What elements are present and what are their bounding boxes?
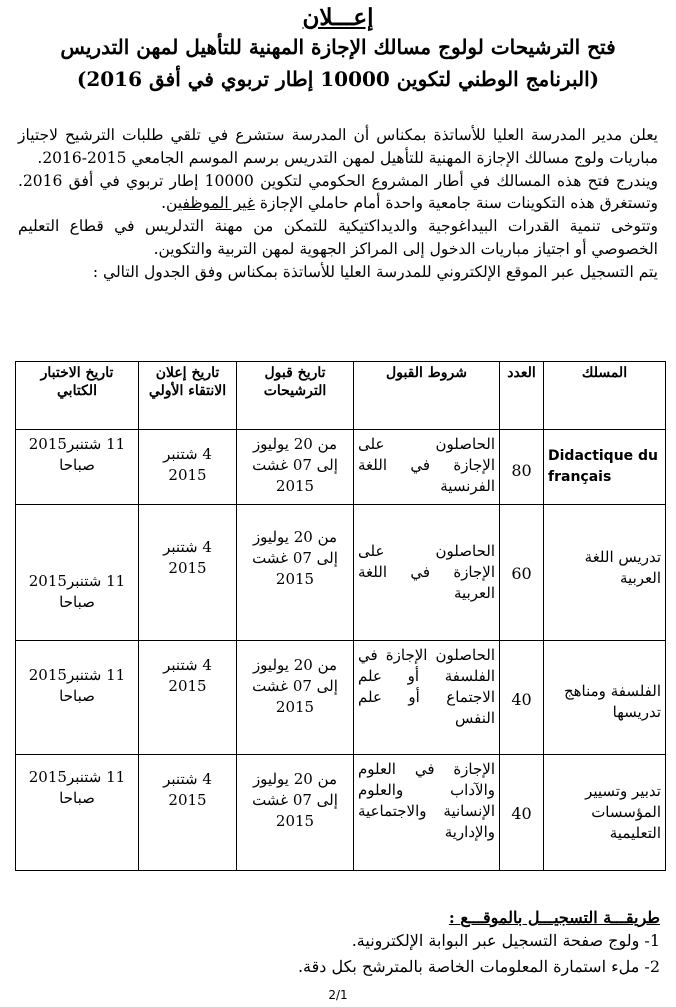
header-count: العدد (500, 362, 544, 430)
path-french: Didactique du français (548, 448, 659, 485)
header-exam: تاريخ الاختبار الكتابي (16, 362, 139, 430)
row-exam: 11 شتنبر2015 صباحا (16, 430, 139, 505)
header-conditions: شروط القبول (354, 362, 500, 430)
announcement-title: إعـــلان (302, 4, 374, 31)
row-conditions: الحاصلون الإجازة في الفلسفة أو علم الاجتماع أو علم النفس (354, 641, 500, 755)
table-header-row (16, 362, 666, 430)
row-path (544, 430, 666, 505)
row-path: تدريس اللغة العربية (544, 505, 666, 641)
row-conditions: الحاصلون على الإجازة في اللغة الفرنسية (354, 430, 500, 505)
registration-method-title-text: طريقـــة التسجيـــل بالموقـــع (460, 908, 660, 927)
row-exam: 11 شتنبر2015 صباحا (16, 641, 139, 755)
paragraph-registration: يتم التسجيل عبر الموقع الإلكتروني للمدرسة العليا للأساتذة بمكناس وفق الجدول التالي : (92, 262, 658, 281)
registration-step-2: 2- ملء استمارة المعلومات الخاصة بالمترشح بكل دقة. (297, 957, 660, 976)
table-row (16, 641, 666, 755)
row-preselection: 4 شتنبر 2015 (139, 430, 237, 505)
table-row (16, 430, 666, 505)
row-exam: 11 شتنبر2015 صباحا (16, 505, 139, 641)
paragraph-program: ويندرج فتح هذه المسالك في أطار المشروع الحكومي لتكوين 10000 إطار تربوي في أفق 2016. وتستغرق هذه التكوينات سنة جامعية واحدة أمام حاملي الإجازة غير الموظفين. (18, 171, 658, 213)
row-preselection: 4 شتنبر 2015 (139, 641, 237, 755)
row-count: 40 (500, 641, 544, 755)
paragraph-program-text: ويندرج فتح هذه المسالك في أطار المشروع الحكومي لتكوين 10000 إطار تربوي في أفق 2016. وتستغرق هذه التكوينات سنة جامعية واحدة أمام حاملي الإجازة (18, 171, 658, 213)
row-exam: 11 شتنبر2015 صباحا (16, 755, 139, 871)
row-application-dates: من 20 يوليوز إلى 07 غشت 2015 (237, 430, 354, 505)
announcement-subtitle: فتح الترشيحات لولوج مسالك الإجازة المهنية للتأهيل لمهن التدريس (60, 35, 616, 59)
row-application-dates: من 20 يوليوز إلى 07 غشت 2015 (237, 755, 354, 871)
program-subtitle: (البرنامج الوطني لتكوين 10000 إطار تربوي في أفق 2016) (76, 67, 600, 91)
row-preselection: 4 شتنبر 2015 (139, 505, 237, 641)
row-path: الفلسفة ومناهج تدريسها (544, 641, 666, 755)
non-employees-underlined: غير الموظفين (166, 194, 255, 213)
page-number: 2/1 (328, 988, 348, 1002)
announcement-body (18, 124, 658, 284)
row-count: 80 (500, 430, 544, 505)
registration-method-colon: : (448, 908, 461, 927)
paragraph-goals: وتتوخى تنمية القدرات البيداغوجية والديداكتيكية للتمكن من مهنة التدلريس في قطاع التعليم الخصوصي أو اجتياز مباريات الدخول إلى المراكز الجهوية لمهن التربية والتكوين. (18, 217, 658, 258)
registration-step-1: 1- ولوج صفحة التسجيل عبر البوابة الإلكترونية. (351, 931, 660, 950)
row-application-dates: من 20 يوليوز إلى 07 غشت 2015 (237, 641, 354, 755)
table-row (16, 505, 666, 641)
registration-method-title (300, 908, 660, 927)
header-preselection: تاريخ إعلان الانتقاء الأولي (139, 362, 237, 430)
paragraph-intro: يعلن مدير المدرسة العليا للأساتذة بمكناس أن المدرسة ستشرع في تلقي طلبات الترشيح لاجتياز مباريات ولوج مسالك الإجازة المهنية للتأهيل لمهن التدريس برسم الموسم الجامعي 2015-2016. (18, 126, 658, 167)
row-path: تدبير وتسيير المؤسسات التعليمية (544, 755, 666, 871)
table-row (16, 755, 666, 871)
row-count: 40 (500, 755, 544, 871)
row-conditions: الحاصلون على الإجازة في اللغة العربية (354, 505, 500, 641)
header-application-dates: تاريخ قبول الترشيحات (237, 362, 354, 430)
paths-table (15, 361, 666, 871)
header-path: المسلك (544, 362, 666, 430)
row-preselection: 4 شتنبر 2015 (139, 755, 237, 871)
row-conditions: الإجازة في العلوم والآداب والعلوم الإنسانية والاجتماعية والإدارية (354, 755, 500, 871)
row-count: 60 (500, 505, 544, 641)
row-application-dates: من 20 يوليوز إلى 07 غشت 2015 (237, 505, 354, 641)
